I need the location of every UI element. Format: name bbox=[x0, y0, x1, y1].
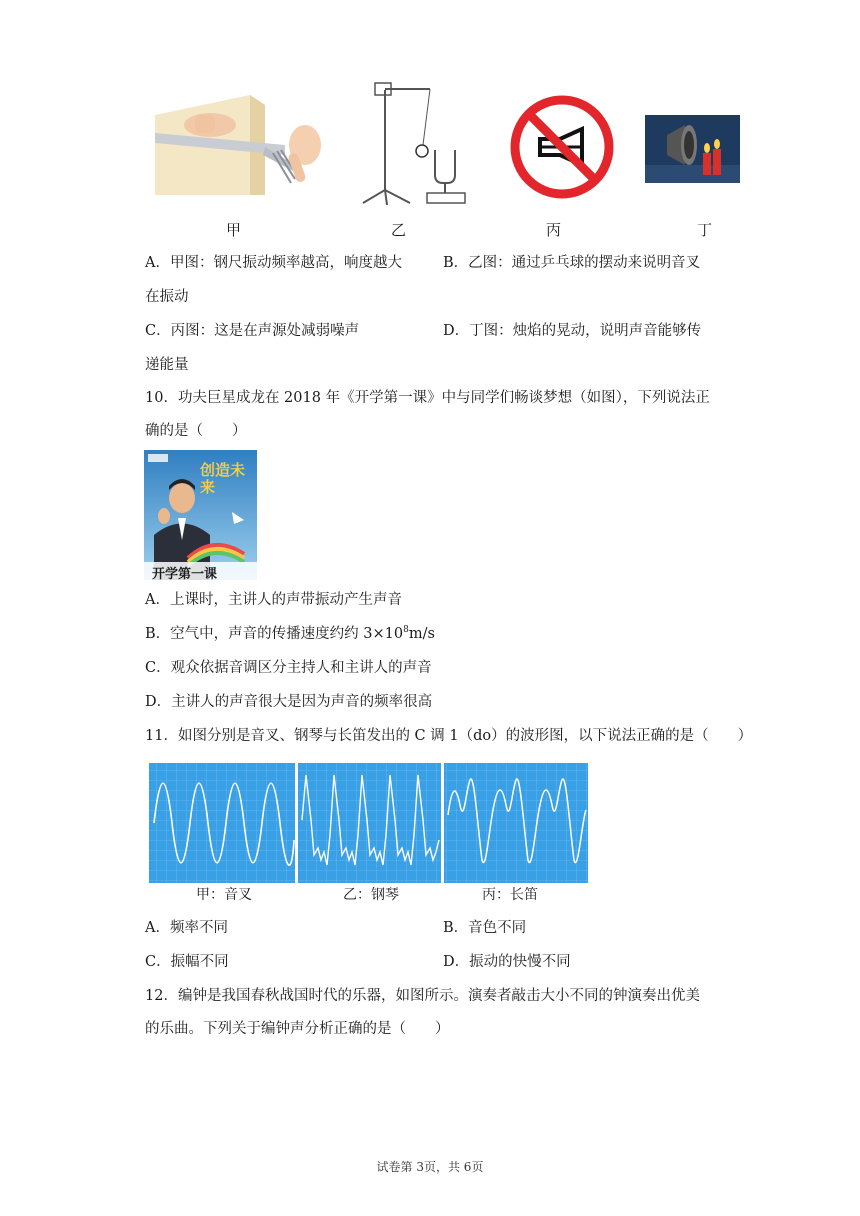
q10-option-b-exponent: 8 bbox=[403, 625, 409, 636]
q10-option-b-unit: m/s bbox=[408, 626, 435, 642]
q9-option-a: A．甲图：钢尺振动频率越高，响度越大 bbox=[145, 255, 402, 271]
figure-label-jia: 甲 bbox=[226, 221, 242, 239]
figure-bing-no-horn-sign bbox=[510, 95, 615, 200]
q11-option-d: D．振动的快慢不同 bbox=[443, 954, 571, 970]
q9-option-b-line2: 在振动 bbox=[145, 289, 189, 305]
wave-caption-tuning-fork: 甲：音叉 bbox=[196, 887, 252, 903]
q10-option-c: C．观众依据音调区分主持人和主讲人的声音 bbox=[145, 660, 432, 676]
q10-option-b bbox=[145, 624, 435, 644]
q11-option-c: C．振幅不同 bbox=[145, 954, 229, 970]
wave-caption-flute: 丙：长笛 bbox=[482, 887, 538, 903]
q11-option-a: A．频率不同 bbox=[145, 920, 228, 936]
page-footer: 试卷第 3页，共 6页 bbox=[376, 1160, 484, 1174]
q10-stem-line2: 确的是（ ） bbox=[145, 423, 247, 439]
q9-option-d-line1: D．丁图：烛焰的晃动，说明声音能够传 bbox=[443, 323, 702, 339]
figure-yi-tuning-fork bbox=[355, 75, 475, 210]
q10-photo-banner-text: 开学第一课 bbox=[152, 567, 218, 582]
q12-stem-line1: 12．编钟是我国春秋战国时代的乐器，如图所示。演奏者敲击大小不同的钟演奏出优美 bbox=[145, 988, 700, 1004]
q10-stem-line1: 10．功夫巨星成龙在 2018 年《开学第一课》中与同学们畅谈梦想（如图），下列说法正 bbox=[145, 390, 710, 406]
q11-stem: 11．如图分别是音叉、钢琴与长笛发出的 C 调 1（do）的波形图，以下说法正确的是（ ） bbox=[145, 728, 753, 744]
wave-caption-piano: 乙：钢琴 bbox=[343, 887, 399, 903]
figure-ding-speaker-candle bbox=[645, 115, 740, 183]
q10-option-d: D．主讲人的声音很大是因为声音的频率很高 bbox=[145, 694, 433, 710]
q12-stem-line2: 的乐曲。下列关于编钟声分析正确的是（ ） bbox=[145, 1021, 450, 1037]
figure-label-yi: 乙 bbox=[391, 221, 407, 239]
q11-option-b: B．音色不同 bbox=[443, 920, 527, 936]
waveform-panel-piano bbox=[298, 763, 441, 883]
figure-jia-ruler bbox=[155, 95, 340, 195]
q9-option-d-line2: 递能量 bbox=[145, 357, 189, 373]
waveform-panel-flute bbox=[444, 763, 588, 883]
waveform-panel-tuning-fork bbox=[149, 763, 295, 883]
figure-label-bing: 丙 bbox=[546, 221, 562, 239]
q10-photo-title-text: 创造未来 bbox=[200, 461, 246, 496]
q10-option-b-text: B．空气中，声音的传播速度约约 3×10 bbox=[145, 626, 404, 642]
q9-option-c: C．丙图：这是在声源处减弱噪声 bbox=[145, 323, 360, 339]
q10-option-a: A．上课时，主讲人的声带振动产生声音 bbox=[145, 592, 402, 608]
q9-option-b-line1: B．乙图：通过乒乓球的摆动来说明音叉 bbox=[443, 255, 701, 271]
figure-label-ding: 丁 bbox=[697, 221, 713, 239]
